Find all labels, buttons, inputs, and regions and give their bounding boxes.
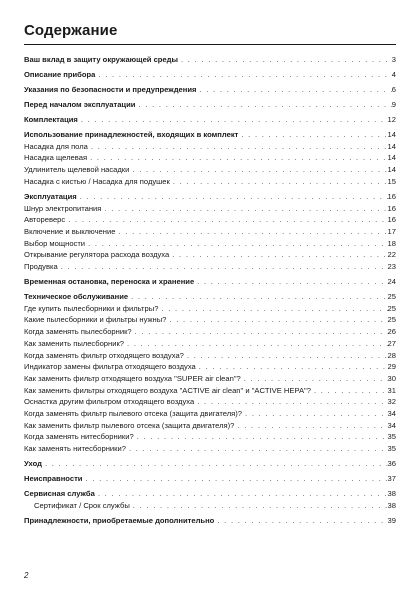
dot-leader [82,473,387,485]
toc-entry[interactable] [24,276,396,288]
dot-leader [238,129,387,141]
page-number: 2 [24,571,29,580]
toc-entry[interactable] [24,69,396,81]
toc-entry-title: Временная остановка, переноска и хранение [24,277,195,286]
dot-leader [134,431,388,443]
toc-entry[interactable] [24,515,396,527]
dot-leader [132,326,388,338]
toc-entry-page: 31 [387,385,396,395]
toc-entry-page: 16 [387,203,396,213]
toc-entry[interactable] [24,191,396,203]
dot-leader [130,500,388,512]
toc-entry[interactable] [24,385,396,397]
toc-entry-page: 38 [387,500,396,510]
toc-entry-page: 22 [387,250,396,260]
toc-entry-page: 24 [387,277,396,286]
toc-entry[interactable] [24,431,396,443]
toc-entry[interactable] [24,261,396,273]
toc-entry-page: 29 [387,362,396,372]
toc-entry-page: 26 [387,327,396,337]
toc-entry[interactable] [24,326,396,338]
toc-entry-title: Использование принадлежностей, входящих в комплект [24,130,239,139]
toc-entry-title: Когда заменять пылесборник? [24,327,132,337]
toc-entry-page: 39 [387,515,396,525]
toc-entry[interactable] [24,214,396,226]
toc-entry[interactable] [24,350,396,362]
dot-leader [135,99,391,111]
toc-entry-title: Индикатор замены фильтра отходящего воздуха [24,362,196,372]
toc-entry-page: 28 [387,350,396,360]
toc-entry[interactable] [24,54,396,66]
toc-entry-page: 15 [387,176,396,186]
toc-entry-page: 16 [387,191,396,201]
toc-entry-title: Сервисная служба [24,489,95,499]
dot-leader [129,164,387,176]
toc-entry[interactable] [24,291,396,303]
toc-entry-title: Комплектация [24,115,78,124]
dot-leader [128,291,387,303]
toc-entry[interactable] [24,129,396,141]
toc-entry-title: Как заменять нитесборники? [24,444,126,454]
toc-entry-title: Насадка с кистью / Насадка для подушек [24,176,170,186]
toc-entry[interactable] [24,203,396,215]
toc-entry-page: 25 [387,303,396,313]
toc-entry[interactable] [24,373,396,385]
toc-entry-title: Неисправности [24,474,83,484]
dot-leader [77,191,388,203]
title-underline [24,44,396,45]
toc-entry-page: 3 [391,55,396,64]
toc-entry[interactable] [24,361,396,373]
toc-entry-title: Как заменить пылесборник? [24,338,125,348]
toc-entry-page: 35 [387,444,396,454]
toc-entry[interactable] [24,458,396,470]
dot-leader [78,114,388,126]
toc-entry[interactable] [24,152,396,164]
toc-entry-title: Открывание регулятора расхода воздуха [24,250,170,260]
toc-entry-title: Эксплуатация [24,191,77,201]
toc-entry-title: Шнур электропитания [24,203,102,213]
toc-entry[interactable] [24,141,396,153]
toc-entry[interactable] [24,408,396,420]
dot-leader [170,176,388,188]
dot-leader [166,314,387,326]
toc-entry[interactable] [24,249,396,261]
toc-entry[interactable] [24,314,396,326]
toc-entry-page: 32 [387,397,396,407]
toc-entry[interactable] [24,420,396,432]
dot-leader [169,249,387,261]
toc-entry-page: 4 [391,70,396,79]
toc-entry-page: 14 [387,130,396,139]
toc-entry-page: 27 [387,338,396,348]
dot-leader [88,141,388,153]
toc-entry-title: Техническое обслуживание [24,292,129,301]
dot-leader [126,443,388,455]
toc-entry-title: Какие пылесборники и фильтры нужны? [24,315,167,325]
toc-entry-page: 9 [391,100,396,109]
dot-leader [178,54,392,66]
toc-entry[interactable] [24,500,396,512]
toc-entry[interactable] [24,114,396,126]
dot-leader [311,385,388,397]
dot-leader [101,203,387,215]
toc-entry-title: Когда заменять нитесборники? [24,432,134,442]
toc-entry[interactable] [24,443,396,455]
toc-entry-page: 30 [387,373,396,383]
dot-leader [241,373,388,385]
toc-entry-page: 34 [387,409,396,418]
toc-entry-title: Удлинитель щелевой насадки [24,165,130,175]
dot-leader [234,420,387,432]
dot-leader [95,488,388,500]
dot-leader [184,350,388,362]
toc-entry-page: 14 [387,165,396,175]
toc-entry-page: 37 [387,474,396,484]
toc-entry-page: 25 [387,315,396,325]
toc-entry-page: 36 [387,459,396,469]
toc-entry-page: 16 [387,215,396,225]
toc-entry-title: Насадка щелевая [24,153,88,163]
toc-entry-page: 14 [387,153,396,163]
toc-entry[interactable] [24,84,396,96]
dot-leader [124,338,388,350]
toc-entry-title: Ваш вклад в защиту окружающей среды [24,55,178,64]
dot-leader [42,458,388,470]
toc-entry[interactable] [24,176,396,188]
dot-leader [87,152,387,164]
toc-entry[interactable] [24,338,396,350]
toc-entry[interactable] [24,303,396,315]
toc-entry-page: 25 [387,292,396,301]
toc-entry-title: Продувка [24,262,58,271]
toc-entry-page: 6 [391,85,396,94]
toc-entry-title: Уход [24,459,42,469]
toc-entry-title: Перед началом эксплуатации [24,100,136,109]
toc-entry-title: Включение и выключение [24,226,116,236]
page-title: Содержание [24,22,118,39]
dot-leader [196,361,388,373]
dot-leader [58,261,388,273]
toc-entry-title: Как заменить фильтр пылевого отсека (защита двигателя)? [24,420,235,430]
toc-entry-page: 12 [387,115,396,124]
toc-entry-page: 17 [387,226,396,236]
dot-leader [85,238,387,250]
toc-entry[interactable] [24,164,396,176]
toc-entry-title: Оснастка другим фильтром отходящего воздуха [24,397,195,407]
toc-entry-title: Когда заменять фильтр отходящего воздуха? [24,350,184,360]
toc-entry-page: 38 [387,489,396,499]
toc-entry-page: 23 [387,262,396,271]
toc-entry[interactable] [24,473,396,485]
dot-leader [242,408,388,420]
toc-entry-title: Принадлежности, приобретаемые дополнительно [24,515,215,525]
dot-leader [196,84,391,96]
toc-entry-title: Насадка для пола [24,141,88,151]
dot-leader [65,214,387,226]
dot-leader [214,515,387,527]
toc-entry[interactable] [24,226,396,238]
toc-entry[interactable] [24,488,396,500]
toc-entry-page: 14 [387,141,396,151]
toc-entry-title: Как заменить фильтры отходящего воздуха "ACTIVE air clean" и "ACTIVE HEPA"? [24,385,311,395]
toc-entry-title: Когда заменять фильтр пылевого отсека (защита двигателя)? [24,409,243,418]
toc-entry-title: Указания по безопасности и предупреждения [24,85,197,94]
toc-entry[interactable] [24,396,396,408]
toc-entry-title: Где купить пылесборники и фильтры? [24,303,159,313]
dot-leader [194,396,387,408]
toc-entry-title: Описание прибора [24,70,96,79]
dot-leader [95,69,391,81]
toc-entry-page: 35 [387,432,396,442]
dot-leader [115,226,387,238]
dot-leader [194,276,387,288]
dot-leader [158,303,387,315]
toc-entry-title: Выбор мощности [24,238,86,248]
toc-entry-page: 34 [387,420,396,430]
toc-entry-page: 18 [387,238,396,248]
toc-entry[interactable] [24,99,396,111]
toc-entry-title: Как заменить фильтр отходящего воздуха "SUPER air clean"? [24,373,241,383]
toc-entry-title: Автореверс [24,215,66,225]
toc-entry[interactable] [24,238,396,250]
toc-entry-title: Сертификат / Срок службы [34,500,130,510]
